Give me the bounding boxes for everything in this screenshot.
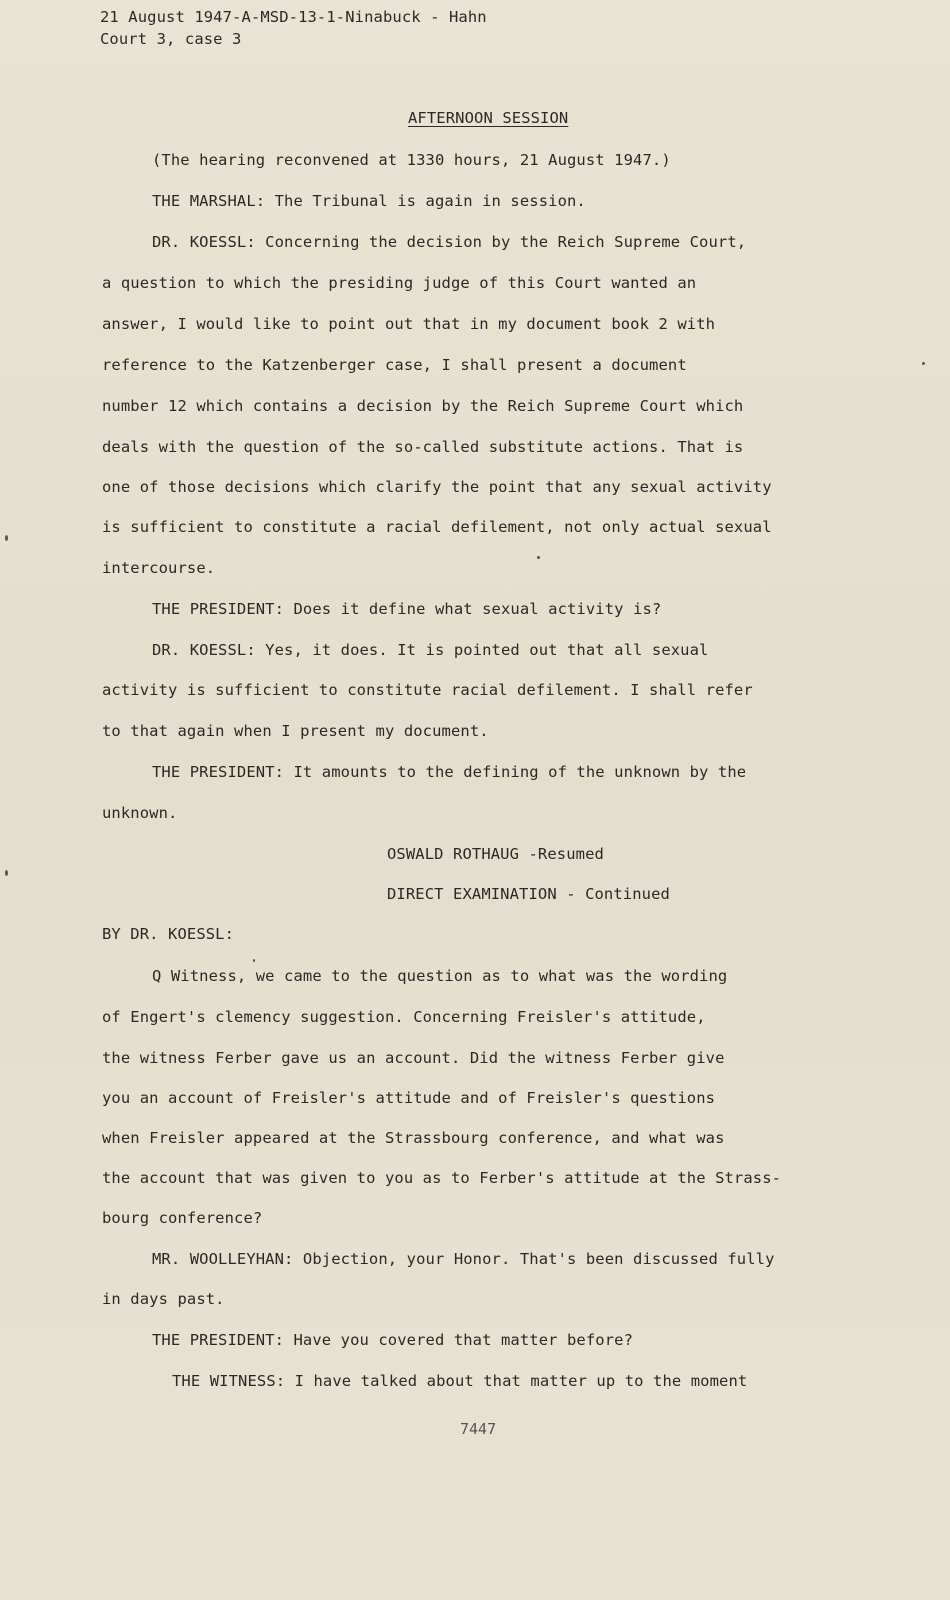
paper-speck: [922, 362, 925, 365]
body-line: Q Witness, we came to the question as to what was the wording: [152, 967, 728, 985]
body-line: of Engert's clemency suggestion. Concerning Freisler's attitude,: [102, 1008, 706, 1026]
examination-heading: DIRECT EXAMINATION - Continued: [387, 885, 670, 903]
body-line: the witness Ferber gave us an account. Did the witness Ferber give: [102, 1049, 725, 1067]
witness-heading: OSWALD ROTHAUG -Resumed: [387, 845, 604, 863]
body-line: in days past.: [102, 1290, 225, 1308]
body-line: unknown.: [102, 804, 178, 822]
body-line: one of those decisions which clarify the point that any sexual activity: [102, 478, 772, 496]
body-line: you an account of Freisler's attitude and of Freisler's questions: [102, 1089, 716, 1107]
body-line: intercourse.: [102, 559, 216, 577]
body-line: BY DR. KOESSL:: [102, 925, 235, 943]
body-line: DR. KOESSL: Concerning the decision by the Reich Supreme Court,: [152, 233, 747, 251]
body-line: bourg conference?: [102, 1209, 263, 1227]
paper-speck: [5, 870, 8, 876]
body-line: THE WITNESS: I have talked about that matter up to the moment: [172, 1372, 748, 1390]
body-line: DR. KOESSL: Yes, it does. It is pointed out that all sexual: [152, 641, 709, 659]
body-line: answer, I would like to point out that in my document book 2 with: [102, 315, 716, 333]
body-line: deals with the question of the so-called substitute actions. That is: [102, 438, 744, 456]
body-line: activity is sufficient to constitute racial defilement. I shall refer: [102, 681, 753, 699]
body-line: number 12 which contains a decision by the Reich Supreme Court which: [102, 397, 744, 415]
body-line: reference to the Katzenberger case, I shall present a document: [102, 356, 687, 374]
body-line: when Freisler appeared at the Strassbourg conference, and what was: [102, 1129, 725, 1147]
session-title: AFTERNOON SESSION: [408, 109, 569, 127]
body-line: the account that was given to you as to Ferber's attitude at the Strass-: [102, 1169, 782, 1187]
paper-speck: [253, 959, 255, 962]
body-line: to that again when I present my document.: [102, 722, 489, 740]
paper-speck: [5, 535, 8, 541]
body-line: MR. WOOLLEYHAN: Objection, your Honor. That's been discussed fully: [152, 1250, 775, 1268]
body-line: THE MARSHAL: The Tribunal is again in session.: [152, 192, 586, 210]
body-line: THE PRESIDENT: It amounts to the defining of the unknown by the: [152, 763, 747, 781]
body-line: (The hearing reconvened at 1330 hours, 21 August 1947.): [152, 151, 671, 169]
header-line-1: 21 August 1947-A-MSD-13-1-Ninabuck - Hahn: [100, 8, 487, 26]
body-line: THE PRESIDENT: Does it define what sexual activity is?: [152, 600, 662, 618]
header-line-2: Court 3, case 3: [100, 30, 242, 48]
paper-speck: [537, 556, 540, 559]
page-number: 7447: [460, 1420, 497, 1438]
body-line: a question to which the presiding judge of this Court wanted an: [102, 274, 697, 292]
body-line: is sufficient to constitute a racial defilement, not only actual sexual: [102, 518, 772, 536]
body-line: THE PRESIDENT: Have you covered that matter before?: [152, 1331, 634, 1349]
